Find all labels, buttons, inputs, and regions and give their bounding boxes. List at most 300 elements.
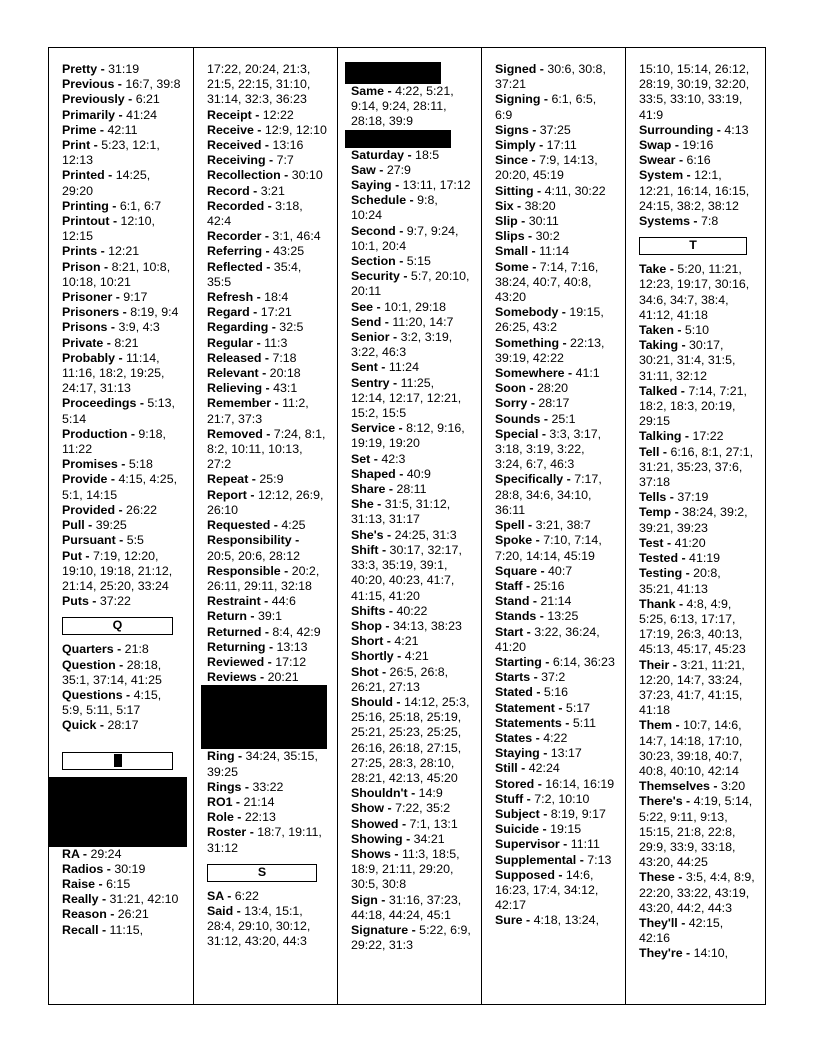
index-separator: - xyxy=(540,92,552,107)
index-separator: - xyxy=(674,870,686,885)
index-separator: - xyxy=(561,715,573,730)
index-refs: 12:12, 26:9, 26:10 xyxy=(207,487,324,517)
index-separator: - xyxy=(536,62,548,76)
index-entry xyxy=(62,862,183,877)
index-separator: - xyxy=(672,718,684,733)
index-term: Prison xyxy=(62,259,101,274)
index-term: Statement xyxy=(495,700,555,715)
index-term: Supposed xyxy=(495,867,555,882)
index-term: Stored xyxy=(495,776,535,791)
index-entry xyxy=(351,801,471,816)
index-term: Prime xyxy=(62,122,97,137)
index-entry xyxy=(62,658,183,688)
index-term: Rings xyxy=(207,779,242,794)
index-column-1 xyxy=(49,48,193,1004)
index-refs: 43:1 xyxy=(273,381,298,396)
index-refs: 13:13 xyxy=(276,639,308,654)
index-separator: - xyxy=(383,634,395,649)
index-term: Recollection xyxy=(207,168,281,183)
index-separator: - xyxy=(377,892,389,907)
index-term: Tells xyxy=(639,490,667,505)
index-entry xyxy=(62,688,183,718)
index-refs: 6:1, 6:7 xyxy=(119,198,162,213)
index-term: Short xyxy=(351,634,384,649)
index-term: She's xyxy=(351,527,384,542)
index-refs: 14:6, 16:23, 17:4, 34:12, 42:17 xyxy=(495,867,599,913)
index-entry xyxy=(207,780,327,795)
index-term: Private xyxy=(62,335,104,350)
index-entry xyxy=(62,138,183,168)
index-separator: - xyxy=(524,518,536,533)
index-entry xyxy=(639,323,757,338)
index-entry xyxy=(495,716,615,731)
index-entry xyxy=(62,199,183,214)
index-separator: - xyxy=(232,794,244,809)
index-entry xyxy=(495,427,615,473)
section-letter-header-redacted xyxy=(62,752,173,770)
index-separator: - xyxy=(559,837,571,852)
index-refs: 5:7, 20:10, 20:11 xyxy=(351,269,470,299)
index-refs: 26:22 xyxy=(126,502,158,517)
index-entry xyxy=(495,625,615,655)
index-separator: - xyxy=(375,162,387,177)
index-separator: - xyxy=(395,223,407,238)
index-entry xyxy=(351,224,471,254)
index-entry xyxy=(62,320,183,335)
index-term: Requested xyxy=(207,518,271,533)
index-entry xyxy=(207,336,327,351)
index-refs: 7:10, 7:14, 7:20, 14:14, 45:19 xyxy=(495,533,602,563)
index-refs: 19:15 xyxy=(550,822,582,837)
index-entry xyxy=(207,381,327,396)
index-separator: - xyxy=(246,609,258,624)
index-separator: - xyxy=(104,168,116,183)
index-term: Reviewed xyxy=(207,654,265,669)
index-entry xyxy=(639,429,757,444)
index-entry xyxy=(351,847,471,893)
index-refs: 30:17, 32:17, 33:3, 35:19, 39:1, 40:20, 40:23, 41:7, 41:15, 41:20 xyxy=(351,542,462,603)
index-term: Reviews xyxy=(207,670,257,685)
index-refs: 39:1 xyxy=(257,609,283,624)
index-term: Recall xyxy=(62,922,99,937)
index-separator: - xyxy=(393,649,405,664)
index-entry xyxy=(639,168,757,214)
index-refs: 30:2 xyxy=(535,229,560,244)
index-refs: 28:17 xyxy=(538,396,570,411)
index-refs: 7:8 xyxy=(701,214,719,229)
index-separator: - xyxy=(100,259,112,274)
index-refs: 16:14, 16:19 xyxy=(545,776,615,791)
index-term: Receive xyxy=(207,122,254,137)
index-entry xyxy=(207,108,327,123)
index-refs: 21:14 xyxy=(243,794,275,809)
index-refs: 12:22 xyxy=(262,107,294,122)
index-entry xyxy=(207,351,327,366)
index-refs: 3:21 xyxy=(260,183,285,198)
index-term: Sounds xyxy=(495,411,541,426)
index-separator: - xyxy=(391,178,403,193)
index-refs: 6:22 xyxy=(234,888,259,903)
index-refs: 37:22 xyxy=(99,594,131,609)
index-entry xyxy=(62,290,183,305)
index-term: Pursuant xyxy=(62,533,116,548)
index-entry xyxy=(495,655,615,670)
index-term: Talked xyxy=(639,383,678,398)
index-separator: - xyxy=(381,618,393,633)
index-entry xyxy=(495,229,615,244)
index-entry xyxy=(495,609,615,624)
index-separator: - xyxy=(246,487,258,502)
index-term: Production xyxy=(62,426,128,441)
index-refs: 11:3, 18:5, 18:9, 21:11, 29:20, 30:5, 30:8 xyxy=(351,846,460,892)
index-term: Since xyxy=(495,153,529,168)
index-entry xyxy=(62,892,183,907)
index-term: Receipt xyxy=(207,107,252,122)
index-separator: - xyxy=(563,472,575,487)
index-separator: - xyxy=(268,320,280,335)
index-refs: 18:7, 19:11, 31:12 xyxy=(207,825,322,855)
index-entry xyxy=(351,269,471,299)
index-refs: 28:18, 35:1, 37:14, 41:25 xyxy=(62,657,162,687)
index-refs: 8:19, 9:4 xyxy=(130,305,179,320)
index-term: Special xyxy=(495,426,539,441)
index-separator: - xyxy=(576,852,588,867)
index-term: Released xyxy=(207,350,262,365)
index-refs: 44:6 xyxy=(271,594,296,609)
index-term: Returning xyxy=(207,639,266,654)
index-term: Referring xyxy=(207,244,263,259)
index-entry xyxy=(639,566,757,596)
index-term: Shop xyxy=(351,618,382,633)
index-term: Six xyxy=(495,198,514,213)
index-separator: - xyxy=(539,746,551,761)
index-entry xyxy=(639,794,757,870)
index-separator: - xyxy=(669,657,681,672)
index-entry xyxy=(351,543,471,604)
index-term: Refresh xyxy=(207,290,254,305)
index-term: Previous xyxy=(62,77,115,92)
index-separator: - xyxy=(265,153,277,168)
index-separator: - xyxy=(260,594,272,609)
index-refs: 18:4 xyxy=(264,290,289,305)
index-term: Supplemental xyxy=(495,852,577,867)
index-entry xyxy=(62,108,183,123)
index-separator: - xyxy=(564,366,576,381)
index-term: Specifically xyxy=(495,472,564,487)
index-term: Questions xyxy=(62,687,123,702)
index-refs: 7:7 xyxy=(276,153,294,168)
index-refs: 4:15, 4:25, 5:1, 14:15 xyxy=(62,472,178,502)
index-term: Puts xyxy=(62,594,89,609)
index-entry xyxy=(207,366,327,381)
index-refs: 5:10 xyxy=(684,323,710,338)
index-refs: 34:21 xyxy=(413,831,445,846)
index-entry xyxy=(639,597,757,658)
index-refs: 38:24, 39:2, 39:21, 39:23 xyxy=(639,505,748,535)
index-separator: - xyxy=(81,548,93,563)
index-refs: 42:11 xyxy=(107,122,138,137)
index-entry xyxy=(495,62,615,92)
index-term: Simply xyxy=(495,138,536,153)
index-refs: 8:12, 9:16, 19:19, 19:20 xyxy=(351,421,465,451)
index-entry xyxy=(351,482,471,497)
index-refs: 41:24 xyxy=(126,107,158,122)
index-entry xyxy=(62,244,183,259)
index-term: Shortly xyxy=(351,649,394,664)
index-entry xyxy=(639,338,757,384)
index-column-4 xyxy=(481,48,625,1004)
index-refs: 30:10 xyxy=(291,168,323,183)
index-term: Role xyxy=(207,810,234,825)
index-term: Spoke xyxy=(495,533,533,548)
index-term: Pull xyxy=(62,518,85,533)
index-refs: 9:7, 9:24, 10:1, 20:4 xyxy=(351,223,459,253)
index-separator: - xyxy=(713,122,725,137)
index-term: Pretty xyxy=(62,62,98,76)
index-refs: 28:11 xyxy=(396,482,427,497)
index-page-frame xyxy=(48,47,766,1005)
index-entry xyxy=(207,904,327,950)
index-separator: - xyxy=(381,314,393,329)
index-separator: - xyxy=(79,846,91,861)
index-term: Starts xyxy=(495,670,531,685)
index-entry xyxy=(351,634,471,649)
index-entry xyxy=(207,594,327,609)
index-entry xyxy=(207,184,327,199)
index-separator: - xyxy=(262,244,274,259)
index-separator: - xyxy=(517,761,529,776)
index-refs: 8:21 xyxy=(114,335,139,350)
index-term: Share xyxy=(351,482,386,497)
index-term: Soon xyxy=(495,381,526,396)
index-term: Regarding xyxy=(207,320,269,335)
index-entry xyxy=(639,779,757,794)
index-term: Showed xyxy=(351,816,399,831)
index-entry xyxy=(62,260,183,290)
index-refs: 25:1 xyxy=(551,411,576,426)
index-term: Sitting xyxy=(495,183,534,198)
index-refs: 17:11 xyxy=(546,138,577,153)
index-entry xyxy=(495,533,615,563)
index-separator: - xyxy=(404,147,416,162)
index-entry xyxy=(639,262,757,323)
index-refs: 3:18, 42:4 xyxy=(207,198,303,229)
index-entry xyxy=(351,452,471,467)
index-term: Sorry xyxy=(495,396,528,411)
index-separator: - xyxy=(103,335,115,350)
index-refs: 20:21 xyxy=(267,670,299,685)
index-term: Signing xyxy=(495,92,541,107)
index-separator: - xyxy=(539,806,551,821)
index-refs: 6:1, 6:5, 6:9 xyxy=(495,92,597,122)
index-refs: 21:8 xyxy=(124,642,149,657)
index-entry xyxy=(207,564,327,594)
index-entry xyxy=(62,533,183,548)
index-refs: 14:9 xyxy=(418,786,443,801)
index-entry xyxy=(207,518,327,533)
index-refs: 3:3, 3:17, 3:18, 3:19, 3:22, 3:24, 6:7, 46:3 xyxy=(495,426,602,472)
index-term: Shot xyxy=(351,664,379,679)
index-term: Reflected xyxy=(207,259,263,274)
index-entry xyxy=(639,916,757,946)
index-term: Said xyxy=(207,903,234,918)
index-term: Square xyxy=(495,563,538,578)
index-entry xyxy=(62,396,183,426)
index-refs: 25:16 xyxy=(533,578,565,593)
index-refs: 10:7, 14:6, 14:7, 14:18, 17:10, 30:23, 39:18, 40:7, 40:8, 40:10, 42:14 xyxy=(639,718,743,778)
index-separator: - xyxy=(96,718,108,733)
index-term: Small xyxy=(495,244,529,259)
index-separator: - xyxy=(234,749,246,764)
index-term: Show xyxy=(351,801,385,816)
index-entry xyxy=(495,336,615,366)
index-term: Supervisor xyxy=(495,837,560,852)
index-term: Test xyxy=(639,535,664,550)
index-refs: 10:1, 29:18 xyxy=(384,299,447,314)
index-separator: - xyxy=(663,535,675,550)
index-separator: - xyxy=(261,624,273,639)
index-refs: 7:22, 35:2 xyxy=(395,801,451,816)
index-term: Provide xyxy=(62,472,108,487)
index-refs: 30:11 xyxy=(528,214,559,229)
index-term: Removed xyxy=(207,426,263,441)
index-refs: 14:12, 25:3, 25:16, 25:18, 25:19, 25:21, 25:23, 25:25, 26:16, 26:18, 27:15, 27:25, 28:3, 28:10, 28:21, 42:13, 45:20 xyxy=(351,694,470,785)
index-separator: - xyxy=(115,350,127,365)
index-refs: 6:16, 8:1, 27:1, 31:21, 35:23, 37:6, 37:18 xyxy=(639,444,754,490)
index-separator: - xyxy=(666,262,678,277)
index-refs: 13:17 xyxy=(550,746,582,761)
index-refs: 19:15, 26:25, 43:2 xyxy=(495,305,604,335)
index-term: Saw xyxy=(351,162,376,177)
redaction-block xyxy=(345,62,441,84)
index-refs: 43:25 xyxy=(273,244,305,259)
index-entry xyxy=(351,330,471,360)
index-refs: 20:2, 26:11, 29:11, 32:18 xyxy=(207,563,320,593)
index-refs: 8:19, 9:17 xyxy=(550,806,606,821)
index-term: Relevant xyxy=(207,366,259,381)
index-refs: 41:20 xyxy=(674,535,706,550)
index-term: Record xyxy=(207,183,250,198)
index-column-3 xyxy=(337,48,481,1004)
index-separator: - xyxy=(253,122,265,137)
index-term: Taken xyxy=(639,323,674,338)
index-entry xyxy=(207,290,327,305)
index-refs: 25:9 xyxy=(259,472,284,487)
index-separator: - xyxy=(683,168,695,183)
index-separator: - xyxy=(666,490,678,505)
index-term: Question xyxy=(62,657,116,672)
index-term: SA xyxy=(207,888,224,903)
index-separator: - xyxy=(256,670,268,685)
index-refs: 11:25, 12:14, 12:17, 12:21, 15:2, 15:5 xyxy=(351,375,462,421)
index-entry xyxy=(351,528,471,543)
section-letter-header: T xyxy=(639,237,747,255)
index-separator: - xyxy=(408,922,420,937)
index-entry xyxy=(351,817,471,832)
index-separator: - xyxy=(378,664,390,679)
index-separator: - xyxy=(383,527,395,542)
index-refs: 14:25, 29:20 xyxy=(62,168,151,198)
index-separator: - xyxy=(541,654,553,669)
index-term: Report xyxy=(207,487,247,502)
index-refs: 26:21 xyxy=(117,907,149,922)
index-entry xyxy=(639,551,757,566)
index-term: Ring xyxy=(207,749,235,764)
index-entry xyxy=(62,518,183,533)
index-refs: 6:16 xyxy=(686,153,711,168)
index-separator: - xyxy=(115,107,127,122)
index-term: Primarily xyxy=(62,107,116,122)
index-term: Subject xyxy=(495,806,540,821)
index-term: Send xyxy=(351,314,382,329)
index-entry xyxy=(207,488,327,518)
index-separator: - xyxy=(115,502,127,517)
index-term: Slip xyxy=(495,214,518,229)
index-refs: 4:13 xyxy=(724,122,749,137)
index-separator: - xyxy=(532,730,544,745)
index-term: Relieving xyxy=(207,381,263,396)
index-separator: - xyxy=(671,138,683,153)
index-entry xyxy=(495,701,615,716)
index-separator: - xyxy=(261,350,273,365)
index-term: Signed xyxy=(495,62,537,76)
index-refs: 7:24, 8:1, 8:2, 10:11, 10:13, 27:2 xyxy=(207,426,326,472)
index-separator: - xyxy=(264,198,276,213)
index-entry xyxy=(351,695,471,786)
index-term: Slips xyxy=(495,229,525,244)
index-term: Their xyxy=(639,657,670,672)
index-separator: - xyxy=(399,269,411,284)
index-separator: - xyxy=(84,518,96,533)
index-separator: - xyxy=(682,946,694,961)
index-refs: 37:2 xyxy=(541,670,566,685)
index-refs: 17:12 xyxy=(275,654,307,669)
index-refs: 5:23, 12:1, 12:13 xyxy=(62,138,160,168)
index-separator: - xyxy=(535,138,547,153)
index-entry xyxy=(639,214,757,229)
index-separator: - xyxy=(233,903,245,918)
index-refs: 4:11, 30:22 xyxy=(544,183,606,198)
index-separator: - xyxy=(271,396,283,411)
index-entry xyxy=(62,718,183,733)
index-separator: - xyxy=(122,687,134,702)
index-entry xyxy=(351,193,471,223)
index-entry xyxy=(495,822,615,837)
index-term: Tested xyxy=(639,551,679,566)
index-entry xyxy=(62,877,183,892)
index-separator: - xyxy=(513,198,525,213)
index-entry xyxy=(207,472,327,487)
redaction-block xyxy=(49,777,187,847)
index-entry xyxy=(495,366,615,381)
index-separator: - xyxy=(402,831,414,846)
index-separator: - xyxy=(95,876,107,891)
index-entry xyxy=(639,123,757,138)
index-term: Provided xyxy=(62,502,116,517)
index-entry xyxy=(62,907,183,922)
index-refs: 6:14, 36:23 xyxy=(552,654,615,669)
index-term: Suicide xyxy=(495,822,540,837)
index-entry xyxy=(351,923,471,953)
index-entry xyxy=(207,199,327,229)
index-refs: 3:5, 4:4, 8:9, 22:20, 33:22, 43:19, 43:20, 44:2, 44:3 xyxy=(639,870,755,915)
index-entry xyxy=(207,427,327,473)
index-refs: 14:10, xyxy=(693,946,729,961)
index-entry xyxy=(495,92,615,122)
index-refs: 9:18, 11:22 xyxy=(62,426,166,457)
index-separator: - xyxy=(384,801,396,816)
index-entry xyxy=(351,649,471,664)
